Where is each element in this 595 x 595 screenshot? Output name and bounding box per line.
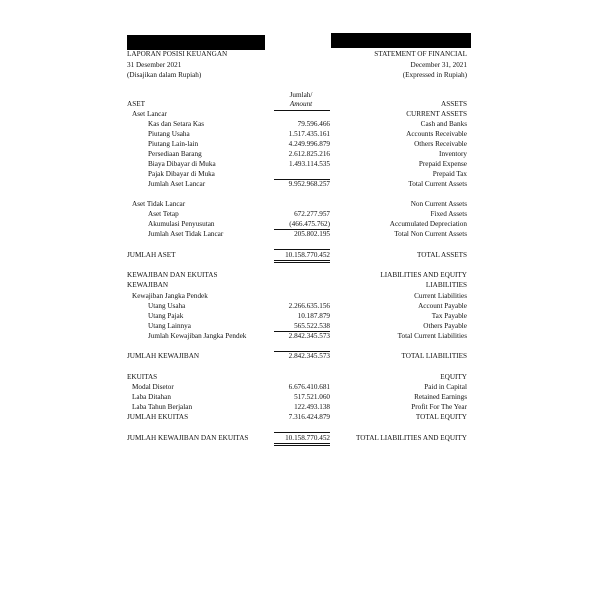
double-underline xyxy=(274,262,330,263)
row-amount: 6.676.410.681 xyxy=(288,383,330,391)
row-amount: 2.842.345.573 xyxy=(288,332,330,340)
row-en-label: TOTAL LIABILITIES AND EQUITY xyxy=(355,434,467,442)
column-header-line1: Jumlah/ xyxy=(289,91,313,99)
row-id-label: JUMLAH KEWAJIBAN DAN EKUITAS xyxy=(127,434,249,442)
row-amount: 2.842.345.573 xyxy=(288,352,330,360)
row-en-label: Prepaid Expense xyxy=(418,160,467,168)
row-en-label: ASSETS xyxy=(441,100,467,108)
row-amount: 2.266.635.156 xyxy=(288,302,330,310)
row-id-label: JUMLAH EKUITAS xyxy=(127,413,189,421)
row-amount: 2.612.825.216 xyxy=(288,150,330,158)
row-en-label: Inventory xyxy=(439,150,467,158)
row-en-label: EQUITY xyxy=(440,373,467,381)
en-note: (Expressed in Rupiah) xyxy=(402,71,467,79)
row-amount: (466.475.762) xyxy=(289,220,330,228)
row-id-label: Modal Disetor xyxy=(132,383,174,391)
row-en-label: Account Payable xyxy=(418,302,467,310)
id-title: LAPORAN POSISI KEUANGAN xyxy=(127,50,228,58)
row-amount: 9.952.968.257 xyxy=(288,180,330,188)
row-amount: 7.316.424.879 xyxy=(288,413,330,421)
row-amount: 10.158.770.452 xyxy=(285,251,330,259)
row-id-label: Pajak Dibayar di Muka xyxy=(148,170,215,178)
row-en-label: TOTAL ASSETS xyxy=(417,251,467,259)
row-id-label: Aset Lancar xyxy=(132,110,167,118)
row-amount: 1.493.114.535 xyxy=(288,160,330,168)
row-id-label: Jumlah Aset Lancar xyxy=(148,180,206,188)
row-amount: 122.493.138 xyxy=(294,403,330,411)
row-id-label: Jumlah Kewajiban Jangka Pendek xyxy=(148,332,247,340)
row-id-label: Piutang Lain-lain xyxy=(148,140,199,148)
row-en-label: Total Non Current Assets xyxy=(394,230,467,238)
total-line xyxy=(274,432,330,433)
row-id-label: Kewajiban Jangka Pendek xyxy=(132,292,208,300)
double-underline xyxy=(274,260,330,261)
redaction-left xyxy=(127,35,265,50)
id-note: (Disajikan dalam Rupiah) xyxy=(127,71,202,79)
row-en-label: TOTAL EQUITY xyxy=(415,413,467,421)
row-amount: 4.249.996.879 xyxy=(288,140,330,148)
row-en-label: Accumulated Depreciation xyxy=(389,220,467,228)
row-id-label: Utang Pajak xyxy=(148,312,184,320)
row-en-label: TOTAL LIABILITIES xyxy=(401,352,467,360)
row-amount: 10.187.879 xyxy=(297,312,330,320)
row-id-label: Jumlah Aset Tidak Lancar xyxy=(148,230,224,238)
row-en-label: Total Current Liabilities xyxy=(397,332,467,340)
row-amount: 10.158.770.452 xyxy=(285,434,330,442)
double-underline xyxy=(274,443,330,444)
row-id-label: Biaya Dibayar di Muka xyxy=(148,160,216,168)
row-en-label: Prepaid Tax xyxy=(432,170,467,178)
en-date: December 31, 2021 xyxy=(410,61,467,69)
row-id-label: JUMLAH ASET xyxy=(127,251,176,259)
row-id-label: Aset Tetap xyxy=(148,210,179,218)
redaction-right xyxy=(331,33,471,48)
row-id-label: EKUITAS xyxy=(127,373,158,381)
row-id-label: Aset Tidak Lancar xyxy=(132,200,186,208)
row-amount: 565.522.538 xyxy=(294,322,330,330)
en-title: STATEMENT OF FINANCIAL xyxy=(374,50,467,58)
row-amount: 79.596.466 xyxy=(297,120,330,128)
row-id-label: JUMLAH KEWAJIBAN xyxy=(127,352,200,360)
column-header-underline xyxy=(274,110,330,111)
row-en-label: Current Liabilities xyxy=(414,292,467,300)
row-en-label: Accounts Receivable xyxy=(406,130,467,138)
row-id-label: Utang Usaha xyxy=(148,302,186,310)
row-id-label: Piutang Usaha xyxy=(148,130,190,138)
row-id-label: Persediaan Barang xyxy=(148,150,202,158)
double-underline xyxy=(274,445,330,446)
row-id-label: Laba Tahun Berjalan xyxy=(132,403,193,411)
row-en-label: LIABILITIES xyxy=(425,281,467,289)
row-amount: 672.277.957 xyxy=(294,210,330,218)
row-amount: 1.517.435.161 xyxy=(288,130,330,138)
row-en-label: Others Receivable xyxy=(414,140,467,148)
row-en-label: Cash and Banks xyxy=(420,120,467,128)
row-en-label: Non Current Assets xyxy=(410,200,467,208)
row-id-label: ASET xyxy=(127,100,145,108)
row-id-label: Utang Lainnya xyxy=(148,322,191,330)
row-en-label: Total Current Assets xyxy=(408,180,467,188)
row-en-label: Others Payable xyxy=(423,322,467,330)
row-en-label: CURRENT ASSETS xyxy=(406,110,467,118)
id-date: 31 Desember 2021 xyxy=(127,61,182,69)
row-amount: 205.802.195 xyxy=(294,230,330,238)
total-line xyxy=(274,249,330,250)
row-en-label: Paid in Capital xyxy=(424,383,467,391)
row-id-label: Laba Ditahan xyxy=(132,393,171,401)
column-header-line2: Amount xyxy=(289,100,313,108)
row-id-label: Akumulasi Penyusutan xyxy=(148,220,215,228)
row-en-label: Fixed Assets xyxy=(430,210,467,218)
row-id-label: KEWAJIBAN DAN EKUITAS xyxy=(127,271,218,279)
row-en-label: Profit For The Year xyxy=(411,403,467,411)
row-en-label: Retained Earnings xyxy=(414,393,467,401)
row-amount: 517.521.060 xyxy=(294,393,330,401)
row-id-label: Kas dan Setara Kas xyxy=(148,120,205,128)
row-id-label: KEWAJIBAN xyxy=(127,281,169,289)
row-en-label: Tax Payable xyxy=(431,312,467,320)
row-en-label: LIABILITIES AND EQUITY xyxy=(380,271,467,279)
